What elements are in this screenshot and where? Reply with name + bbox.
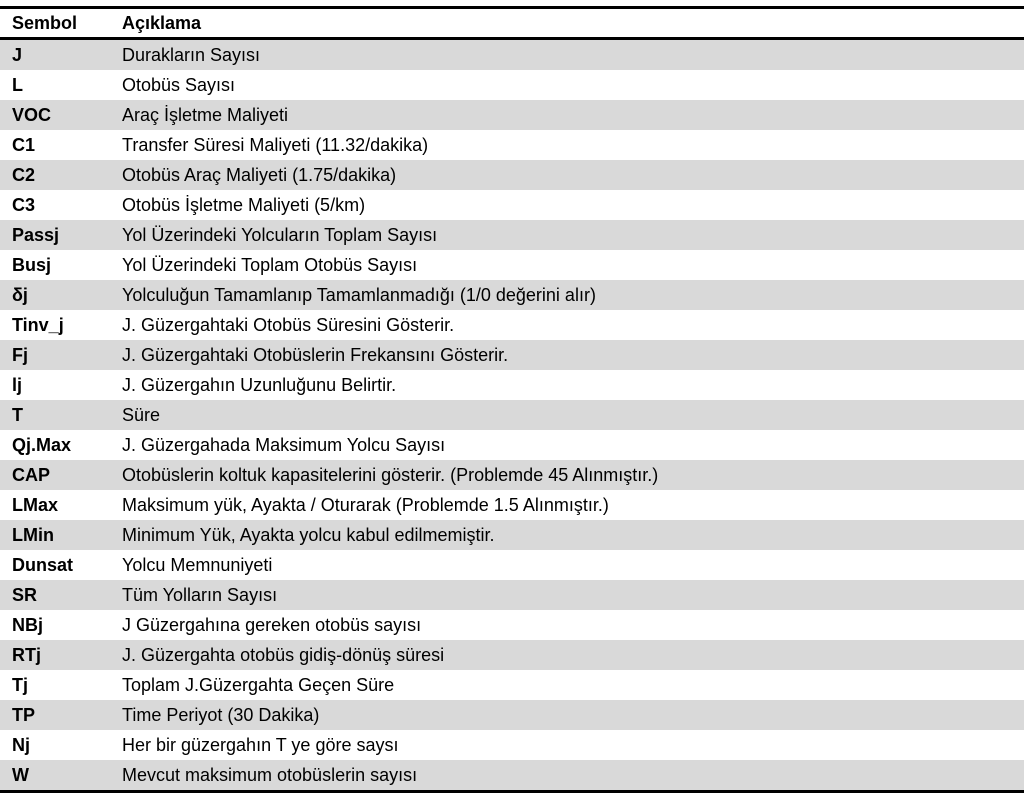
row-description: J. Güzergahın Uzunluğunu Belirtir. xyxy=(122,374,397,395)
row-description: Maksimum yük, Ayakta / Oturarak (Problemde 1.5 Alınmıştır.) xyxy=(122,494,609,515)
table-row xyxy=(0,400,1024,430)
row-symbol: C1 xyxy=(12,134,36,155)
table-row xyxy=(0,250,1024,280)
table-row xyxy=(0,670,1024,700)
row-symbol: LMax xyxy=(12,494,59,515)
row-description: J Güzergahına gereken otobüs sayısı xyxy=(122,614,422,635)
table-row xyxy=(0,460,1024,490)
row-description: J. Güzergahada Maksimum Yolcu Sayısı xyxy=(122,434,446,455)
row-symbol: W xyxy=(12,764,29,785)
row-symbol: Fj xyxy=(12,344,28,365)
header-description: Açıklama xyxy=(122,12,202,33)
table-bottom-rule xyxy=(0,790,1024,793)
table-row xyxy=(0,70,1024,100)
symbol-table xyxy=(0,6,1024,793)
row-description: Yolculuğun Tamamlanıp Tamamlanmadığı (1/0 değerini alır) xyxy=(122,284,596,305)
table-row xyxy=(0,220,1024,250)
table-row xyxy=(0,550,1024,580)
table-row xyxy=(0,490,1024,520)
row-description: Minimum Yük, Ayakta yolcu kabul edilmemiştir. xyxy=(122,524,495,545)
row-description: Yol Üzerindeki Toplam Otobüs Sayısı xyxy=(122,254,418,275)
row-symbol: Dunsat xyxy=(12,554,74,575)
row-description: Otobüs İşletme Maliyeti (5/km) xyxy=(122,194,366,215)
table-row xyxy=(0,40,1024,70)
row-description: Otobüs Sayısı xyxy=(122,74,236,95)
row-symbol: SR xyxy=(12,584,38,605)
row-symbol: Passj xyxy=(12,224,60,245)
table-row xyxy=(0,520,1024,550)
row-symbol: δj xyxy=(12,284,28,305)
row-symbol: LMin xyxy=(12,524,54,545)
table-row xyxy=(0,760,1024,790)
row-symbol: VOC xyxy=(12,104,52,125)
table-row xyxy=(0,340,1024,370)
table-row xyxy=(0,640,1024,670)
row-description: Time Periyot (30 Dakika) xyxy=(122,704,320,725)
table-row xyxy=(0,100,1024,130)
header-symbol: Sembol xyxy=(12,12,78,33)
row-symbol: TP xyxy=(12,704,36,725)
table-row xyxy=(0,310,1024,340)
row-description: Durakların Sayısı xyxy=(122,44,261,65)
row-description: J. Güzergahtaki Otobüslerin Frekansını Gösterir. xyxy=(122,344,509,365)
table-row xyxy=(0,190,1024,220)
row-symbol: lj xyxy=(12,374,23,395)
row-symbol: J xyxy=(12,44,23,65)
row-description: Tüm Yolların Sayısı xyxy=(122,584,278,605)
row-symbol: Tj xyxy=(12,674,28,695)
row-description: Her bir güzergahın T ye göre saysı xyxy=(122,734,399,755)
table-row xyxy=(0,430,1024,460)
row-description: Transfer Süresi Maliyeti (11.32/dakika) xyxy=(122,134,429,155)
row-description: Mevcut maksimum otobüslerin sayısı xyxy=(122,764,418,785)
table-row xyxy=(0,130,1024,160)
table-row xyxy=(0,610,1024,640)
table-header-row xyxy=(0,9,1024,37)
row-description: J. Güzergahtaki Otobüs Süresini Gösterir. xyxy=(122,314,455,335)
table-row xyxy=(0,700,1024,730)
row-symbol: CAP xyxy=(12,464,51,485)
row-description: Otobüslerin koltuk kapasitelerini gösterir. (Problemde 45 Alınmıştır.) xyxy=(122,464,659,485)
row-symbol: RTj xyxy=(12,644,41,665)
row-symbol: L xyxy=(12,74,23,95)
row-symbol: NBj xyxy=(12,614,43,635)
table-row xyxy=(0,370,1024,400)
row-symbol: Tinv_j xyxy=(12,314,64,335)
row-description: Araç İşletme Maliyeti xyxy=(122,104,289,125)
table-row xyxy=(0,160,1024,190)
row-description: Toplam J.Güzergahta Geçen Süre xyxy=(122,674,395,695)
row-symbol: T xyxy=(12,404,23,425)
row-description: Süre xyxy=(122,404,161,425)
row-symbol: C3 xyxy=(12,194,36,215)
row-description: Yolcu Memnuniyeti xyxy=(122,554,273,575)
table-body xyxy=(0,40,1024,790)
table-row xyxy=(0,280,1024,310)
row-symbol: Qj.Max xyxy=(12,434,72,455)
row-description: J. Güzergahta otobüs gidiş-dönüş süresi xyxy=(122,644,445,665)
row-description: Otobüs Araç Maliyeti (1.75/dakika) xyxy=(122,164,397,185)
table-row xyxy=(0,730,1024,760)
row-symbol: Busj xyxy=(12,254,52,275)
row-description: Yol Üzerindeki Yolcuların Toplam Sayısı xyxy=(122,224,438,245)
row-symbol: Nj xyxy=(12,734,30,755)
row-symbol: C2 xyxy=(12,164,36,185)
table-row xyxy=(0,580,1024,610)
